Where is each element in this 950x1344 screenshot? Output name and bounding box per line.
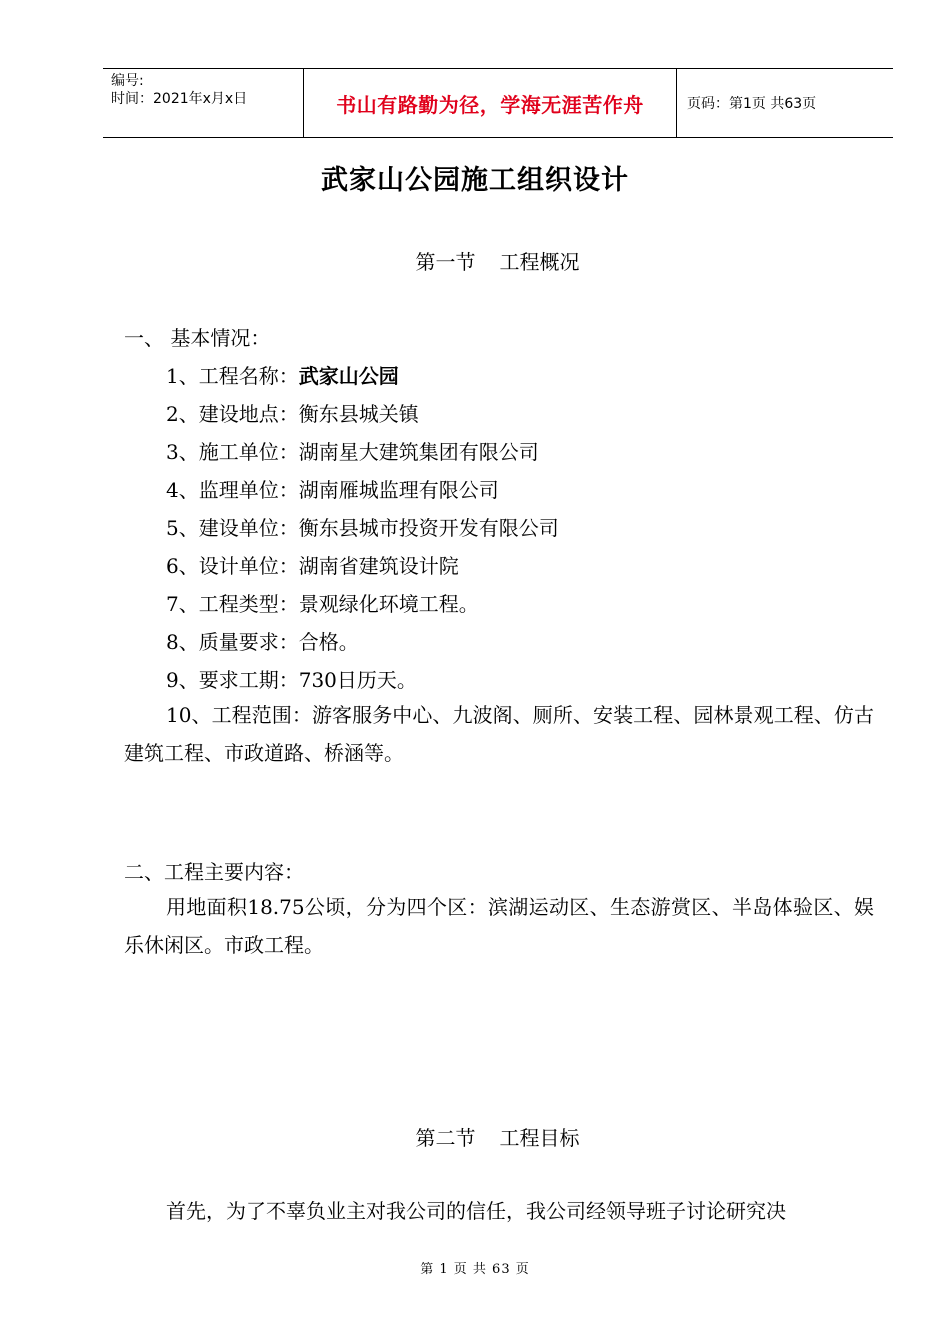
section-1-title: 工程概况 bbox=[499, 250, 580, 274]
info-item-10: 10、工程范围：游客服务中心、九波阁、厕所、安装工程、园林景观工程、仿古建筑工程、市政道路、桥涵等。 bbox=[124, 703, 874, 765]
info-value: 湖南省建筑设计院 bbox=[298, 554, 459, 578]
info-item-4 bbox=[166, 474, 499, 503]
info-label: 2、建设地点： bbox=[166, 402, 299, 426]
info-label: 5、建设单位： bbox=[166, 516, 299, 540]
info-item-1 bbox=[166, 360, 399, 389]
section-2-title: 工程目标 bbox=[499, 1126, 580, 1150]
basic-info-heading: 一、 基本情况： bbox=[124, 326, 271, 350]
info-value: 730日历天。 bbox=[298, 668, 417, 692]
info-value: 合格。 bbox=[298, 630, 359, 654]
project-name-value: 武家山公园 bbox=[298, 364, 399, 388]
info-value: 湖南星大建筑集团有限公司 bbox=[298, 440, 539, 464]
info-label: 8、质量要求： bbox=[166, 630, 299, 654]
header-page-code: 页码：第1页 共63页 bbox=[687, 96, 817, 112]
page-footer: 第 1 页 共 63 页 bbox=[420, 1262, 530, 1277]
section-1-number: 第一节 bbox=[415, 250, 476, 274]
info-item-6 bbox=[166, 550, 459, 579]
section-1-heading bbox=[0, 246, 950, 275]
info-value: 衡东县城关镇 bbox=[298, 402, 419, 426]
info-item-2 bbox=[166, 398, 419, 427]
header-motto-cell bbox=[303, 69, 677, 137]
section-2-number: 第二节 bbox=[415, 1126, 476, 1150]
info-item-9 bbox=[166, 664, 417, 693]
info-label: 3、施工单位： bbox=[166, 440, 299, 464]
info-item-3 bbox=[166, 436, 539, 465]
document-number-label: 编号: bbox=[111, 73, 144, 89]
section-2-text: 首先，为了不辜负业主对我公司的信任，我公司经领导班子讨论研究决 bbox=[166, 1199, 786, 1223]
info-item-5 bbox=[166, 512, 559, 541]
info-item-7 bbox=[166, 588, 479, 617]
info-value: 衡东县城市投资开发有限公司 bbox=[298, 516, 559, 540]
info-label: 1、工程名称： bbox=[166, 364, 299, 388]
main-content-heading: 二、工程主要内容： bbox=[124, 860, 304, 884]
info-label: 7、工程类型： bbox=[166, 592, 299, 616]
document-date: 时间：2021年x月x日 bbox=[111, 91, 248, 107]
section-2-heading bbox=[0, 1122, 950, 1151]
info-value: 湖南雁城监理有限公司 bbox=[298, 478, 499, 502]
info-item-8 bbox=[166, 626, 359, 655]
main-content-text: 用地面积18.75公顷，分为四个区：滨湖运动区、生态游赏区、半岛体验区、娱乐休闲区。市政工程。 bbox=[124, 895, 874, 957]
info-value: 景观绿化环境工程。 bbox=[298, 592, 479, 616]
page-header bbox=[103, 68, 893, 138]
document-title: 武家山公园施工组织设计 bbox=[321, 165, 629, 196]
info-label: 9、要求工期： bbox=[166, 668, 299, 692]
info-label: 6、设计单位： bbox=[166, 554, 299, 578]
motto-text: 书山有路勤为径，学海无涯苦作舟 bbox=[336, 92, 644, 117]
info-label: 4、监理单位： bbox=[166, 478, 299, 502]
header-meta bbox=[103, 69, 303, 137]
